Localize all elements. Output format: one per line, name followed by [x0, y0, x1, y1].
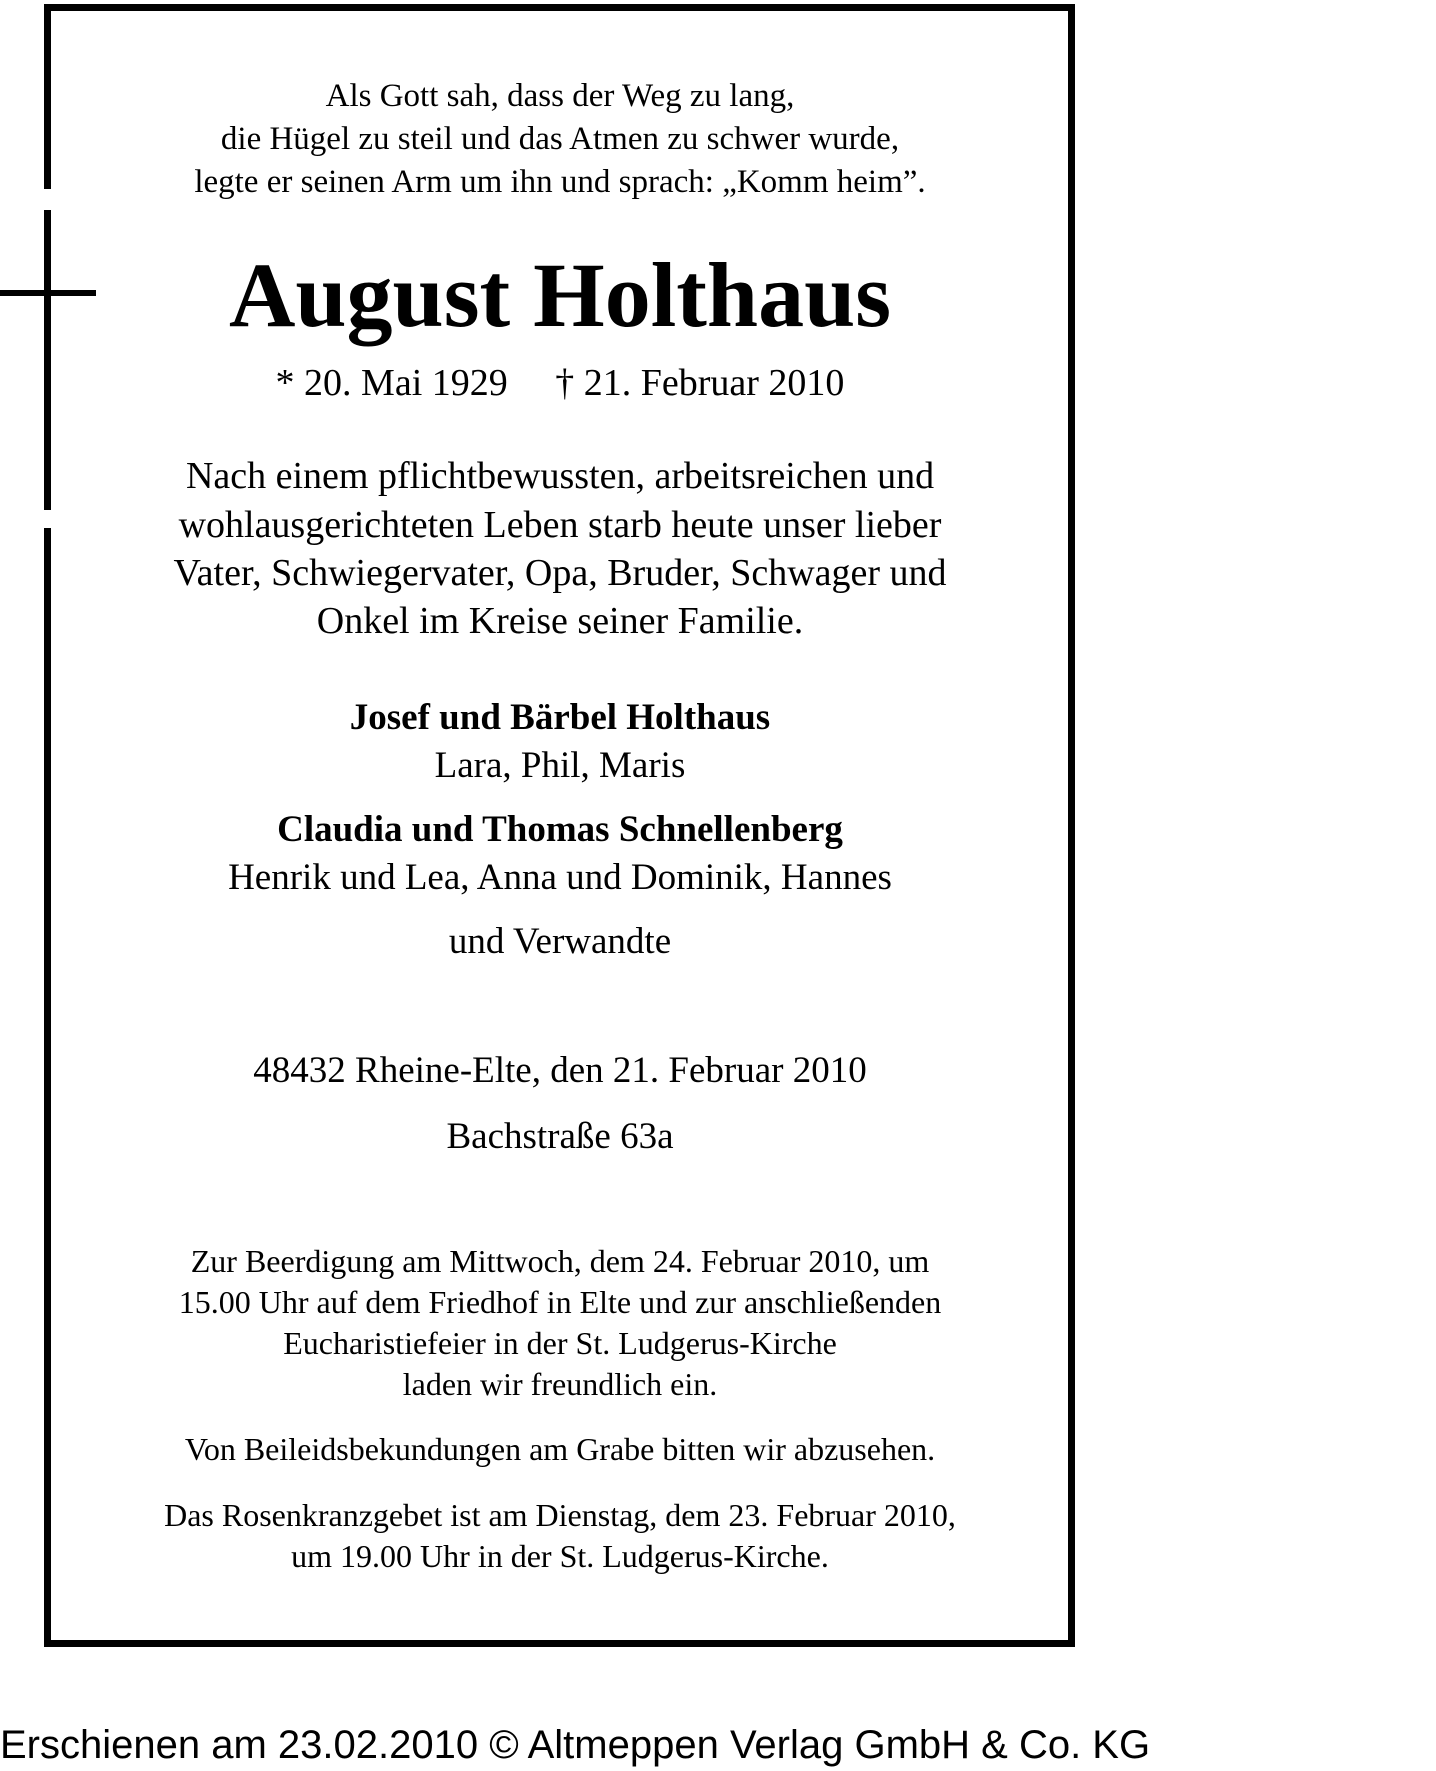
verse-line: legte er seinen Arm um ihn und sprach: „Komm heim”. — [194, 164, 926, 200]
family-names: Josef und Bärbel Holthaus — [349, 697, 771, 738]
place-date: 48432 Rheine-Elte, den 21. Februar 2010 — [253, 1050, 867, 1091]
frame-right-border — [1068, 4, 1075, 1647]
announcement-line: Nach einem pflichtbewussten, arbeitsreichen und — [185, 455, 935, 497]
verse-line: Als Gott sah, dass der Weg zu lang, — [325, 78, 795, 114]
rosary-line: Das Rosenkranzgebet ist am Dienstag, dem 23. Februar 2010, — [164, 1497, 956, 1533]
rosary-line: um 19.00 Uhr in der St. Ludgerus-Kirche. — [291, 1538, 829, 1574]
relatives: und Verwandte — [448, 921, 672, 962]
funeral-line: 15.00 Uhr auf dem Friedhof in Elte und zur anschließenden — [178, 1284, 942, 1320]
address: Bachstraße 63a — [446, 1116, 674, 1157]
life-dates: * 20. Mai 1929 † 21. Februar 2010 — [275, 362, 845, 404]
funeral-line: laden wir freundlich ein. — [402, 1366, 718, 1402]
announcement-line: Vater, Schwiegervater, Opa, Bruder, Schwager und — [173, 552, 947, 594]
publication-footer: Erschienen am 23.02.2010 © Altmeppen Verlag GmbH & Co. KG — [0, 1723, 1151, 1767]
deceased-name: August Holthaus — [228, 244, 892, 346]
funeral-line: Zur Beerdigung am Mittwoch, dem 24. Februar 2010, um — [190, 1243, 930, 1279]
frame-left-border — [44, 4, 51, 189]
announcement-line: wohlausgerichteten Leben starb heute unser lieber — [178, 504, 942, 546]
announcement-line: Onkel im Kreise seiner Familie. — [316, 600, 804, 642]
verse-line: die Hügel zu steil und das Atmen zu schwer wurde, — [220, 121, 900, 157]
cross-icon — [44, 210, 51, 510]
condolence-note: Von Beileidsbekundungen am Grabe bitten wir abzusehen. — [184, 1431, 936, 1467]
family-children: Henrik und Lea, Anna und Dominik, Hannes — [228, 857, 892, 898]
frame-left-border — [44, 528, 51, 1647]
family-children: Lara, Phil, Maris — [434, 745, 686, 786]
family-names: Claudia und Thomas Schnellenberg — [277, 809, 843, 850]
funeral-line: Eucharistiefeier in der St. Ludgerus-Kirche — [283, 1325, 837, 1361]
frame-bottom-border — [44, 1640, 1075, 1647]
frame-top-border — [44, 4, 1075, 11]
